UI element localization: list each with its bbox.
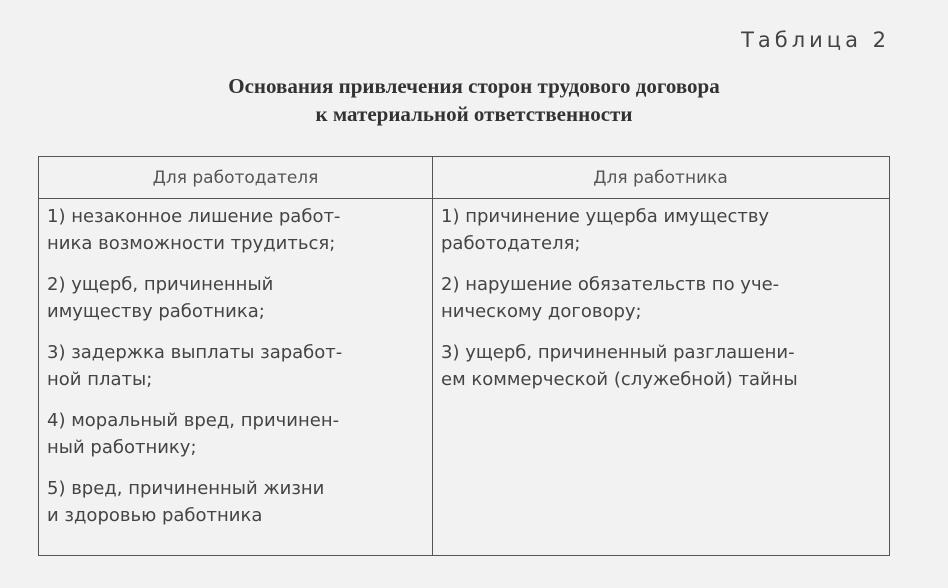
employer-item (47, 407, 424, 461)
employer-item (47, 475, 424, 529)
employee-item-line: ем коммерческой (служебной) тайны (441, 369, 798, 390)
employee-item-line: работодателя; (441, 233, 581, 254)
employee-cell (433, 199, 888, 555)
employee-item-line: 3) ущерб, причиненный разглашени- (441, 342, 795, 363)
employee-item-line: 2) нарушение обязательств по уче- (441, 274, 780, 295)
employee-item-line: ническому договору; (441, 301, 642, 322)
employer-item-line: ный работнику; (47, 437, 197, 458)
table-title-line-2: к материальной ответственности (315, 102, 633, 126)
employer-item-line: ной платы; (47, 369, 153, 390)
header-employer: Для работодателя (39, 157, 433, 198)
employer-item (47, 203, 424, 257)
table-number: Таблица 2 (741, 28, 890, 52)
employer-item-line: 1) незаконное лишение работ- (47, 206, 341, 227)
employer-item-line: 4) моральный вред, причинен- (47, 410, 340, 431)
employer-item-line: имуществу работника; (47, 301, 265, 322)
table-header-row (39, 157, 889, 199)
liability-table (38, 156, 890, 556)
employee-item-line: 1) причинение ущерба имуществу (441, 206, 770, 227)
employee-item (441, 271, 880, 325)
employee-item (441, 203, 880, 257)
employer-item (47, 339, 424, 393)
employer-item-line: 5) вред, причиненный жизни (47, 478, 325, 499)
header-employee: Для работника (593, 167, 728, 188)
employer-item-line: 2) ущерб, причиненный (47, 274, 274, 295)
employer-cell (39, 199, 433, 555)
table-title (0, 72, 948, 128)
employee-item (441, 339, 880, 393)
employer-item (47, 271, 424, 325)
table-body-row (39, 199, 889, 555)
employer-item-line: 3) задержка выплаты заработ- (47, 342, 343, 363)
table-title-line-1: Основания привлечения сторон трудового договора (228, 74, 720, 98)
employer-item-line: и здоровью работника (47, 505, 263, 526)
employer-item-line: ника возможности трудиться; (47, 233, 336, 254)
